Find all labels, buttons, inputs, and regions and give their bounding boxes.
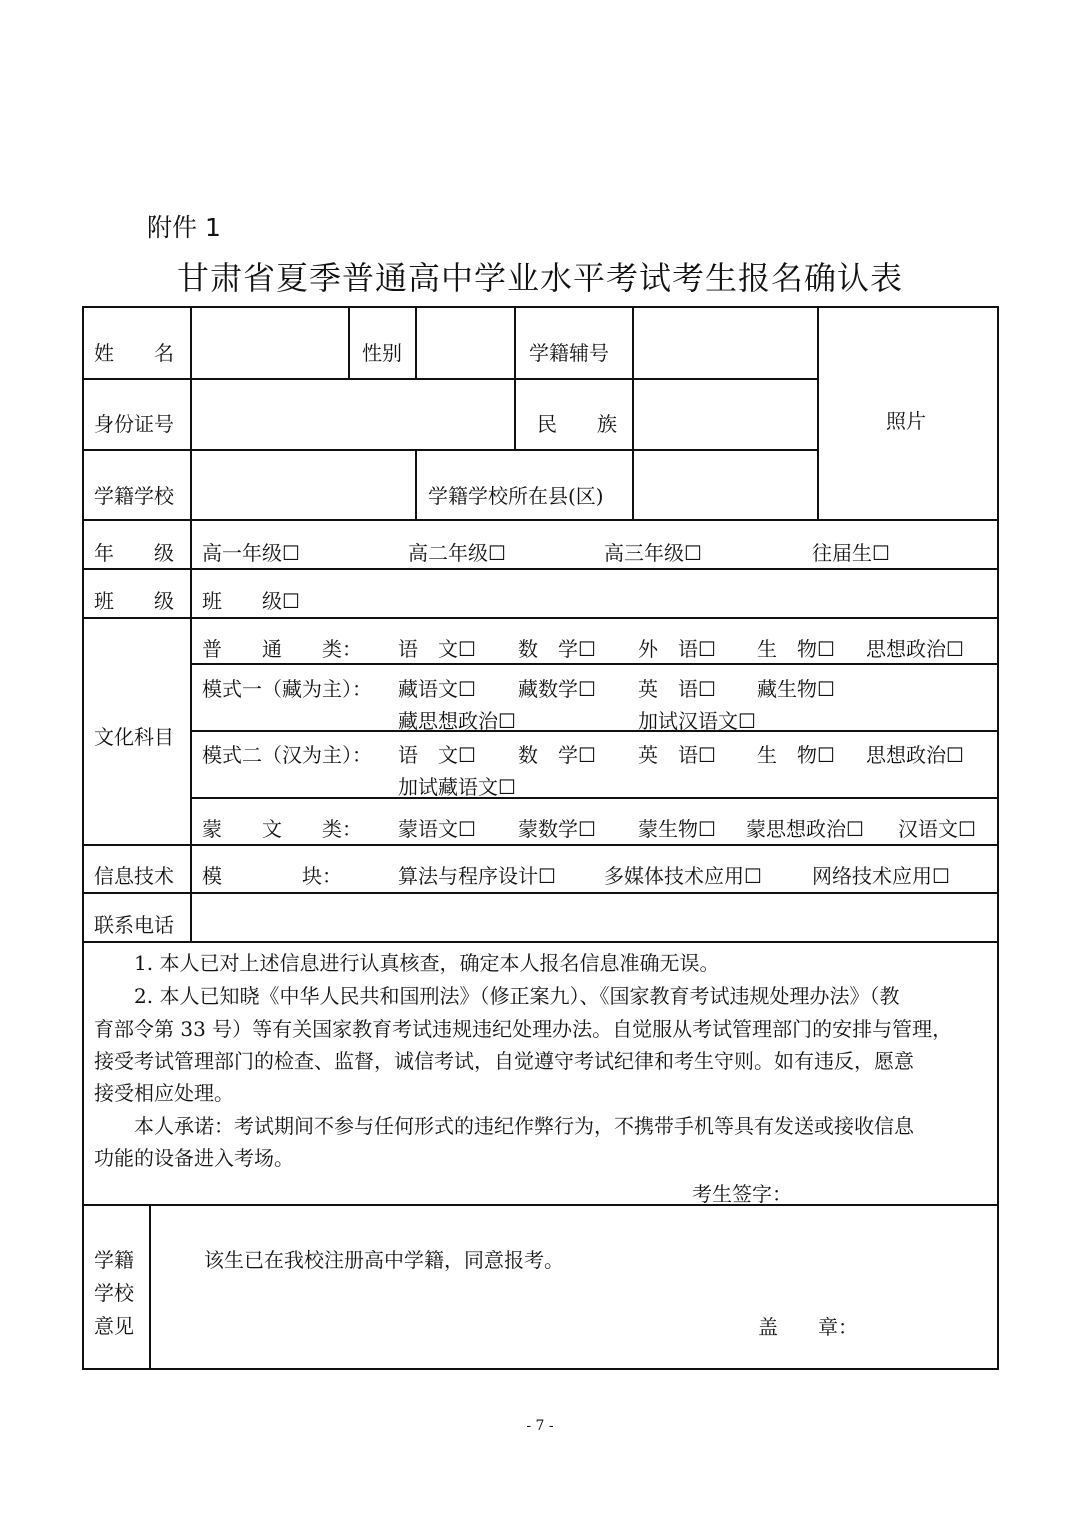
student-no-input[interactable] [634, 308, 816, 378]
phone-input[interactable] [192, 894, 995, 940]
school-county-input[interactable] [634, 451, 816, 518]
grade-option[interactable]: 高一年级☐ [202, 541, 300, 565]
subject-option[interactable]: 数 学☐ [518, 743, 596, 767]
rule [82, 1204, 997, 1206]
rule [82, 568, 997, 570]
rule [190, 730, 997, 732]
rule [190, 663, 997, 665]
it-option[interactable]: 多媒体技术应用☐ [604, 864, 762, 888]
page-number: - 7 - [526, 1418, 554, 1434]
subject-option[interactable]: 加试汉语文☐ [638, 709, 756, 733]
subject-option[interactable]: 藏思想政治☐ [398, 709, 516, 733]
opinion-label: 意见 [94, 1314, 134, 1338]
ethnicity-input[interactable] [634, 380, 816, 448]
opinion-label: 学校 [94, 1281, 134, 1305]
form-title: 甘肃省夏季普通高中学业水平考试考生报名确认表 [176, 259, 903, 297]
declaration-line: 本人承诺：考试期间不参与任何形式的违纪作弊行为，不携带手机等具有发送或接收信息 [134, 1114, 914, 1138]
grade-option[interactable]: 高三年级☐ [604, 541, 702, 565]
grade-label: 年 级 [94, 541, 174, 565]
subject-option[interactable]: 思想政治☐ [866, 743, 964, 767]
subject-option[interactable]: 外 语☐ [638, 637, 716, 661]
school-input[interactable] [192, 451, 414, 518]
rule [190, 797, 997, 799]
it-option[interactable]: 算法与程序设计☐ [398, 864, 556, 888]
rule [82, 844, 997, 846]
student-no-label: 学籍辅号 [529, 341, 609, 365]
declaration-line: 接受相应处理。 [94, 1081, 234, 1105]
declaration-line: 1. 本人已对上述信息进行认真核查，确定本人报名信息准确无误。 [134, 951, 720, 975]
declaration-line: 育部令第 33 号）等有关国家教育考试违规违纪处理办法。自觉服从考试管理部门的安排与管理， [94, 1017, 953, 1041]
it-module-label: 模 块： [202, 864, 342, 888]
subject-option[interactable]: 语 文☐ [398, 743, 476, 767]
mode1-label: 模式一（藏为主）： [202, 677, 372, 701]
it-option[interactable]: 网络技术应用☐ [812, 864, 950, 888]
photo-label: 照片 [886, 409, 926, 433]
opinion-text: 该生已在我校注册高中学籍，同意报考。 [204, 1248, 564, 1272]
mongol-category-label: 蒙 文 类： [202, 817, 362, 841]
id-no-label: 身份证号 [94, 412, 174, 436]
rule [149, 1204, 151, 1368]
subject-option[interactable]: 藏生物☐ [757, 677, 835, 701]
declaration-line: 接受考试管理部门的检查、监督，诚信考试，自觉遵守考试纪律和考生守则。如有违反，愿意 [94, 1049, 914, 1073]
ethnicity-label: 民 族 [537, 412, 617, 436]
school-county-label: 学籍学校所在县(区) [428, 484, 604, 508]
subject-option[interactable]: 蒙语文☐ [398, 817, 476, 841]
rule [817, 306, 819, 521]
phone-label: 联系电话 [94, 913, 174, 937]
subject-option[interactable]: 蒙数学☐ [518, 817, 596, 841]
subject-option[interactable]: 汉语文☐ [898, 817, 976, 841]
name-label: 姓 名 [94, 341, 174, 365]
subject-option[interactable]: 英 语☐ [638, 677, 716, 701]
rule [415, 449, 417, 521]
subject-option[interactable]: 藏数学☐ [518, 677, 596, 701]
grade-option[interactable]: 往届生☐ [812, 541, 890, 565]
declaration-line: 2. 本人已知晓《中华人民共和国刑法》（修正案九）、《国家教育考试违规处理办法》（教 [134, 984, 900, 1008]
subject-option[interactable]: 生 物☐ [757, 743, 835, 767]
gender-label: 性别 [362, 341, 402, 365]
subject-option[interactable]: 思想政治☐ [866, 637, 964, 661]
subject-option[interactable]: 藏语文☐ [398, 677, 476, 701]
mode2-label: 模式二（汉为主）： [202, 743, 372, 767]
signature-label: 考生签字： [692, 1182, 792, 1206]
subject-option[interactable]: 语 文☐ [398, 637, 476, 661]
it-label: 信息技术 [94, 864, 174, 888]
subject-option[interactable]: 蒙思想政治☐ [746, 817, 864, 841]
school-label: 学籍学校 [94, 484, 174, 508]
declaration-line: 功能的设备进入考场。 [94, 1146, 294, 1170]
subject-option[interactable]: 加试藏语文☐ [398, 775, 516, 799]
rule [514, 306, 516, 451]
subject-option[interactable]: 蒙生物☐ [638, 817, 716, 841]
opinion-label: 学籍 [94, 1248, 134, 1272]
grade-option[interactable]: 高二年级☐ [408, 541, 506, 565]
gender-input[interactable] [417, 308, 513, 378]
class-option[interactable]: 班 级☐ [202, 589, 300, 613]
subject-option[interactable]: 英 语☐ [638, 743, 716, 767]
id-no-input[interactable] [192, 380, 513, 448]
stamp-label: 盖 章： [758, 1315, 858, 1339]
subject-option[interactable]: 生 物☐ [757, 637, 835, 661]
rule [82, 617, 997, 619]
rule [348, 306, 350, 379]
subject-option[interactable]: 数 学☐ [518, 637, 596, 661]
rule [82, 519, 997, 521]
attachment-label: 附件 1 [147, 213, 221, 242]
name-input[interactable] [192, 308, 347, 378]
class-label: 班 级 [94, 589, 174, 613]
general-category-label: 普 通 类： [202, 637, 362, 661]
rule [82, 941, 997, 943]
subjects-label: 文化科目 [94, 725, 174, 749]
